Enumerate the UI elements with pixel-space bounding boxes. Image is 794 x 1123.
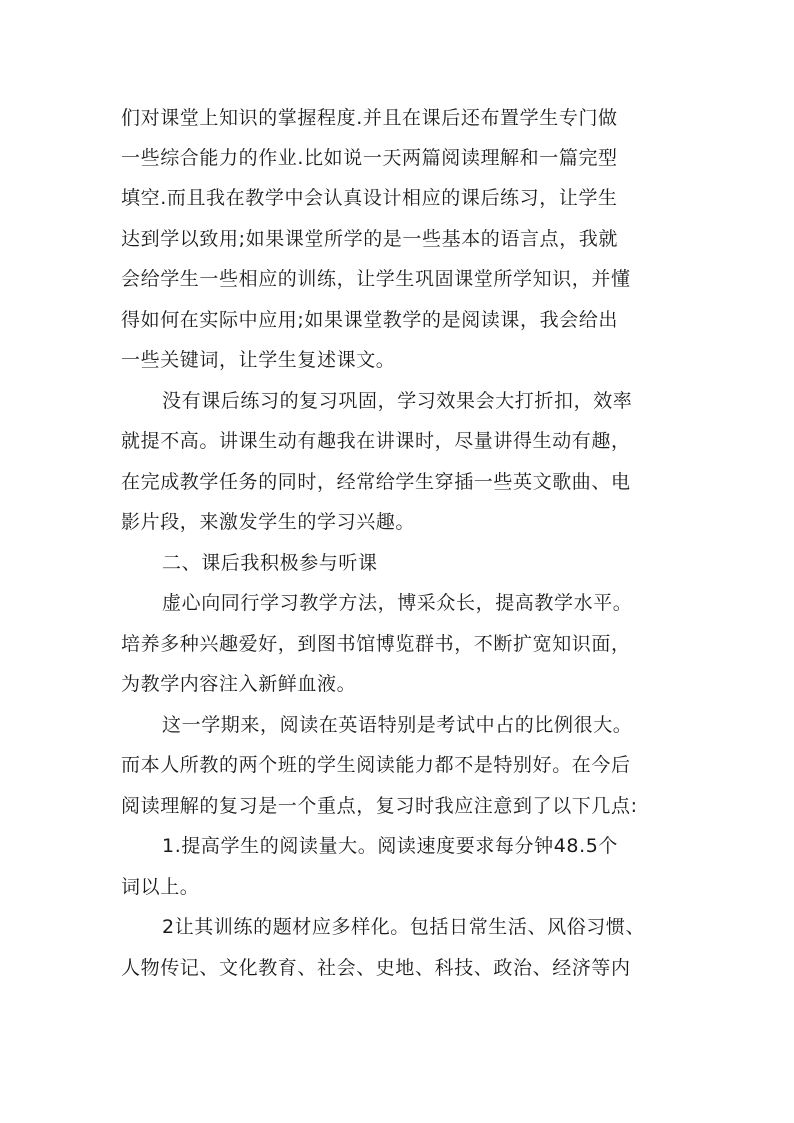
body-text-line: 一些综合能力的作业.比如说一天两篇阅读理解和一篇完型 <box>121 147 618 169</box>
paragraph-first-line: 没有课后练习的复习巩固，学习效果会大打折扣，效率 <box>162 390 633 412</box>
body-text-line: 在完成教学任务的同时，经常给学生穿插一些英文歌曲、电 <box>121 471 631 493</box>
body-text-line: 为教学内容注入新鲜血液。 <box>121 673 357 695</box>
body-text-line: 会给学生一些相应的训练，让学生巩固课堂所学知识，并懂 <box>121 268 631 290</box>
body-text-line: 影片段，来激发学生的学习兴趣。 <box>121 511 416 533</box>
body-text-line: 而本人所教的两个班的学生阅读能力都不是特别好。在今后 <box>121 754 631 776</box>
body-text-line: 人物传记、文化教育、社会、史地、科技、政治、经济等内 <box>121 957 631 979</box>
body-text-line: 一些关键词，让学生复述课文。 <box>121 349 396 371</box>
body-text-line: 词以上。 <box>121 876 200 898</box>
body-text-line: 阅读理解的复习是一个重点，复习时我应注意到了以下几点: <box>121 795 638 817</box>
body-text-line: 达到学以致用;如果课堂所学的是一些基本的语言点，我就 <box>121 228 619 250</box>
list-item-first-line: 2让其训练的题材应多样化。包括日常生活、风俗习惯、 <box>162 916 646 938</box>
body-text-line: 得如何在实际中应用;如果课堂教学的是阅读课，我会给出 <box>121 309 619 331</box>
body-text-line: 就提不高。讲课生动有趣我在讲课时，尽量讲得生动有趣， <box>121 430 631 452</box>
body-text-line: 填空.而且我在教学中会认真设计相应的课后练习，让学生 <box>121 187 618 209</box>
body-text-line: 培养多种兴趣爱好，到图书馆博览群书，不断扩宽知识面， <box>121 633 631 655</box>
paragraph-first-line: 这一学期来，阅读在英语特别是考试中占的比例很大。 <box>162 714 633 736</box>
section-heading: 二、课后我积极参与听课 <box>162 552 378 574</box>
body-text-line: 们对课堂上知识的掌握程度.并且在课后还布置学生专门做 <box>121 107 618 129</box>
list-item-first-line: 1.提高学生的阅读量大。阅读速度要求每分钟48.5个 <box>162 835 619 857</box>
paragraph-first-line: 虚心向同行学习教学方法，博采众长，提高教学水平。 <box>162 592 633 614</box>
